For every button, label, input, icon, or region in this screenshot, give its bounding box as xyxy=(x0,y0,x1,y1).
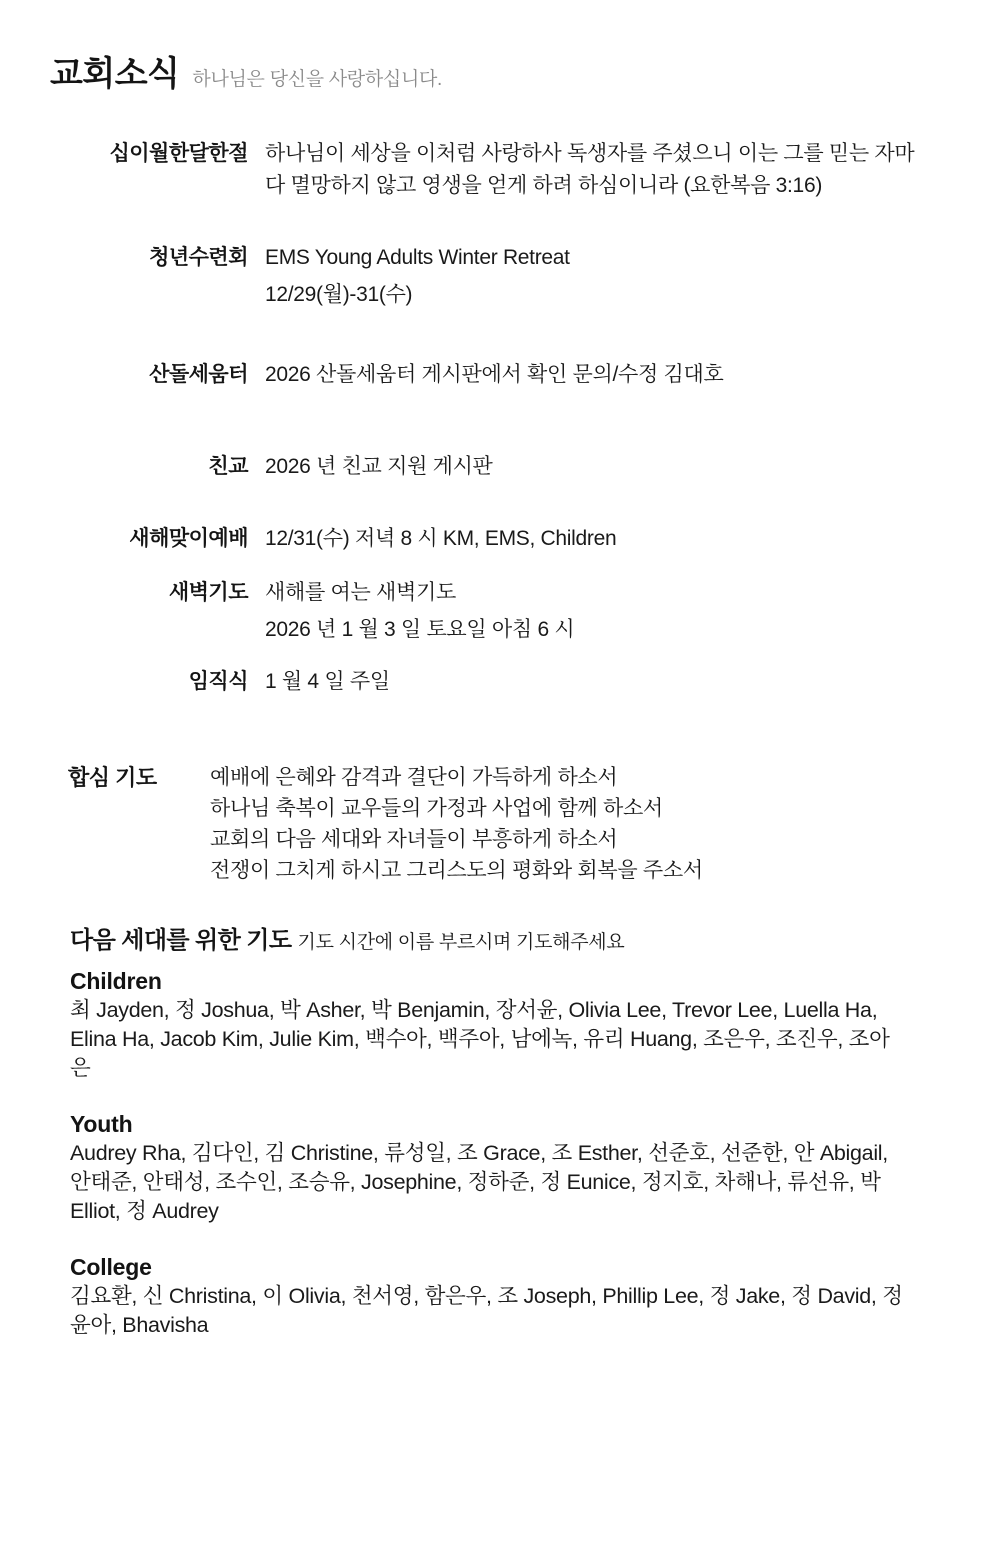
prayer-line: 예배에 은혜와 감격과 결단이 가득하게 하소서 xyxy=(210,766,618,789)
announcement-content xyxy=(265,523,616,555)
group-names: 최 Jayden, 정 Joshua, 박 Asher, 박 Benjamin, 장서윤, Olivia Lee, Trevor Lee, Luella Ha, Elina Ha, Jacob Kim, Julie Kim, 백수아, 백주아, 남에녹, 유리 Huang, 조은우, 조진우, 조아은 xyxy=(70,998,890,1080)
group-name: College xyxy=(70,1254,152,1280)
prayer-group-youth xyxy=(70,1109,945,1226)
announcement-label: 친교 xyxy=(208,455,248,478)
announcement-row-new-year-service xyxy=(50,523,945,555)
page-subtitle: 하나님은 당신을 사랑하십니다. xyxy=(192,69,443,90)
announcement-text: 12/31(수) 저녁 8 시 KM, EMS, Children xyxy=(265,527,617,550)
announcement-content xyxy=(265,138,915,202)
announcement-label: 십이월한달한절 xyxy=(109,142,248,165)
united-prayer-lines xyxy=(210,762,703,886)
announcement-row-dawn-prayer xyxy=(50,577,945,646)
group-names: Audrey Rha, 김다인, 김 Christine, 류성일, 조 Grace, 조 Esther, 선준호, 선준한, 안 Abigail, 안태준, 안태성, 조수인, 조승유, Josephine, 정하준, 정 Eunice, 정지호, 차해나, 류선유, 박 Elliot, 정 Audrey xyxy=(70,1141,888,1223)
prayer-line: 교회의 다음 세대와 자녀들이 부흥하게 하소서 xyxy=(210,828,618,851)
prayer-line: 하나님 축복이 교우들의 가정과 사업에 함께 하소서 xyxy=(210,797,663,820)
announcement-content xyxy=(265,242,570,311)
announcement-content xyxy=(265,451,493,483)
announcement-label: 청년수련회 xyxy=(149,246,248,269)
announcement-label: 새벽기도 xyxy=(168,581,248,604)
announcement-label: 새해맞이예배 xyxy=(129,527,248,550)
announcement-text: EMS Young Adults Winter Retreat xyxy=(265,246,570,269)
announcement-row-ordination xyxy=(50,666,945,698)
announcement-text: 1 월 4 일 주일 xyxy=(265,670,390,693)
announcement-row-sandol-seumteo xyxy=(50,359,945,391)
group-names: 김요환, 신 Christina, 이 Olivia, 천서영, 함은우, 조 Joseph, Phillip Lee, 정 Jake, 정 David, 정윤아, Bhavisha xyxy=(70,1284,903,1337)
announcement-row-young-adults-retreat xyxy=(50,242,945,311)
group-name: Children xyxy=(70,968,162,994)
announcement-content xyxy=(265,359,723,391)
united-prayer-section xyxy=(68,762,945,886)
announcements-section xyxy=(50,138,945,698)
announcement-content xyxy=(265,666,390,698)
prayer-group-college xyxy=(70,1252,945,1340)
announcement-text: 12/29(월)-31(수) xyxy=(265,283,413,306)
announcement-text: 새해를 여는 새벽기도 xyxy=(265,581,456,604)
announcement-row-fellowship xyxy=(50,451,945,483)
prayer-group-children xyxy=(70,966,945,1083)
announcement-label: 산돌세움터 xyxy=(149,363,248,386)
next-generation-heading xyxy=(70,926,945,958)
announcement-content xyxy=(265,577,574,646)
announcement-label: 임직식 xyxy=(188,670,248,693)
group-name: Youth xyxy=(70,1111,133,1137)
announcement-row-monthly-verse xyxy=(50,138,945,202)
united-prayer-label: 합심 기도 xyxy=(68,765,157,790)
announcement-text: 2026 산돌세움터 게시판에서 확인 문의/수정 김대호 xyxy=(265,363,724,386)
next-generation-section xyxy=(70,926,945,1340)
next-generation-subtitle: 기도 시간에 이름 부르시며 기도해주세요 xyxy=(297,932,625,953)
announcement-text: 하나님이 세상을 이처럼 사랑하사 독생자를 주셨으니 이는 그를 믿는 자마다 멸망하지 않고 영생을 얻게 하려 하심이니라 (요한복음 3:16) xyxy=(265,142,915,197)
page-title: 교회소식 xyxy=(50,55,180,93)
announcement-text: 2026 년 1 월 3 일 토요일 아침 6 시 xyxy=(265,618,575,641)
next-generation-title: 다음 세대를 위한 기도 xyxy=(70,927,292,954)
prayer-line: 전쟁이 그치게 하시고 그리스도의 평화와 회복을 주소서 xyxy=(210,859,703,882)
announcement-text: 2026 년 친교 지원 게시판 xyxy=(265,455,493,478)
bulletin-header xyxy=(50,54,945,94)
